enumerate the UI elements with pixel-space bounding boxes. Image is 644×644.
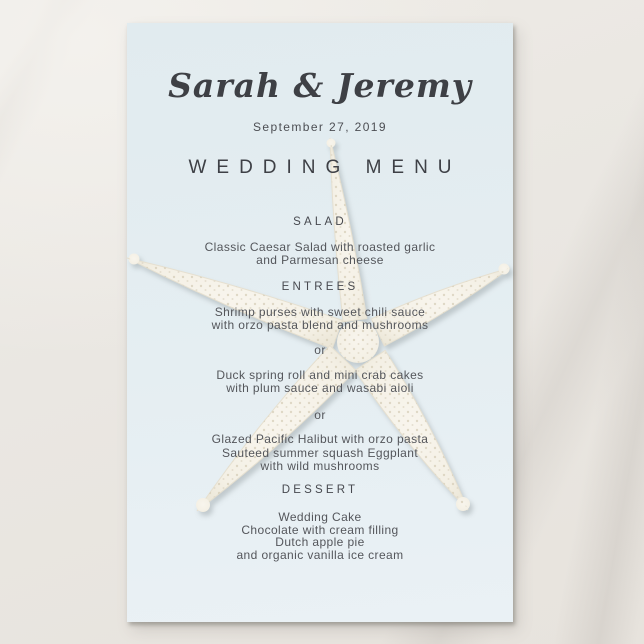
section-header-salad: SALAD: [293, 216, 347, 228]
entree-option2-line: with plum sauce and wasabi aioli: [226, 381, 414, 395]
entree-separator: or: [314, 408, 326, 422]
dessert-item-line: and organic vanilla ice cream: [236, 548, 404, 562]
entree-option1-line: with orzo pasta blend and mushrooms: [211, 318, 429, 332]
entree-option3-line: Glazed Pacific Halibut with orzo pasta: [211, 432, 429, 446]
dessert-item-line: Dutch apple pie: [275, 535, 365, 549]
menu-title: WEDDING MENU: [188, 157, 462, 178]
dessert-item-line: Chocolate with cream filling: [241, 523, 399, 537]
salad-item-line: and Parmesan cheese: [256, 253, 384, 267]
couple-names: Sarah & Jeremy: [168, 66, 472, 105]
section-header-entrees: ENTREES: [281, 281, 359, 293]
entree-option1-line: Shrimp purses with sweet chili sauce: [214, 305, 426, 319]
entree-option3-line: with wild mushrooms: [260, 459, 380, 473]
event-date: September 27, 2019: [253, 120, 387, 134]
entree-option2-line: Duck spring roll and mini crab cakes: [216, 368, 424, 382]
section-header-dessert: DESSERT: [281, 484, 359, 496]
dessert-item-line: Wedding Cake: [278, 510, 362, 524]
salad-item-line: Classic Caesar Salad with roasted garlic: [204, 240, 436, 254]
menu-card: [127, 23, 513, 622]
entree-option3-line: Sauteed summer squash Eggplant: [221, 446, 419, 460]
entree-separator: or: [314, 343, 326, 357]
